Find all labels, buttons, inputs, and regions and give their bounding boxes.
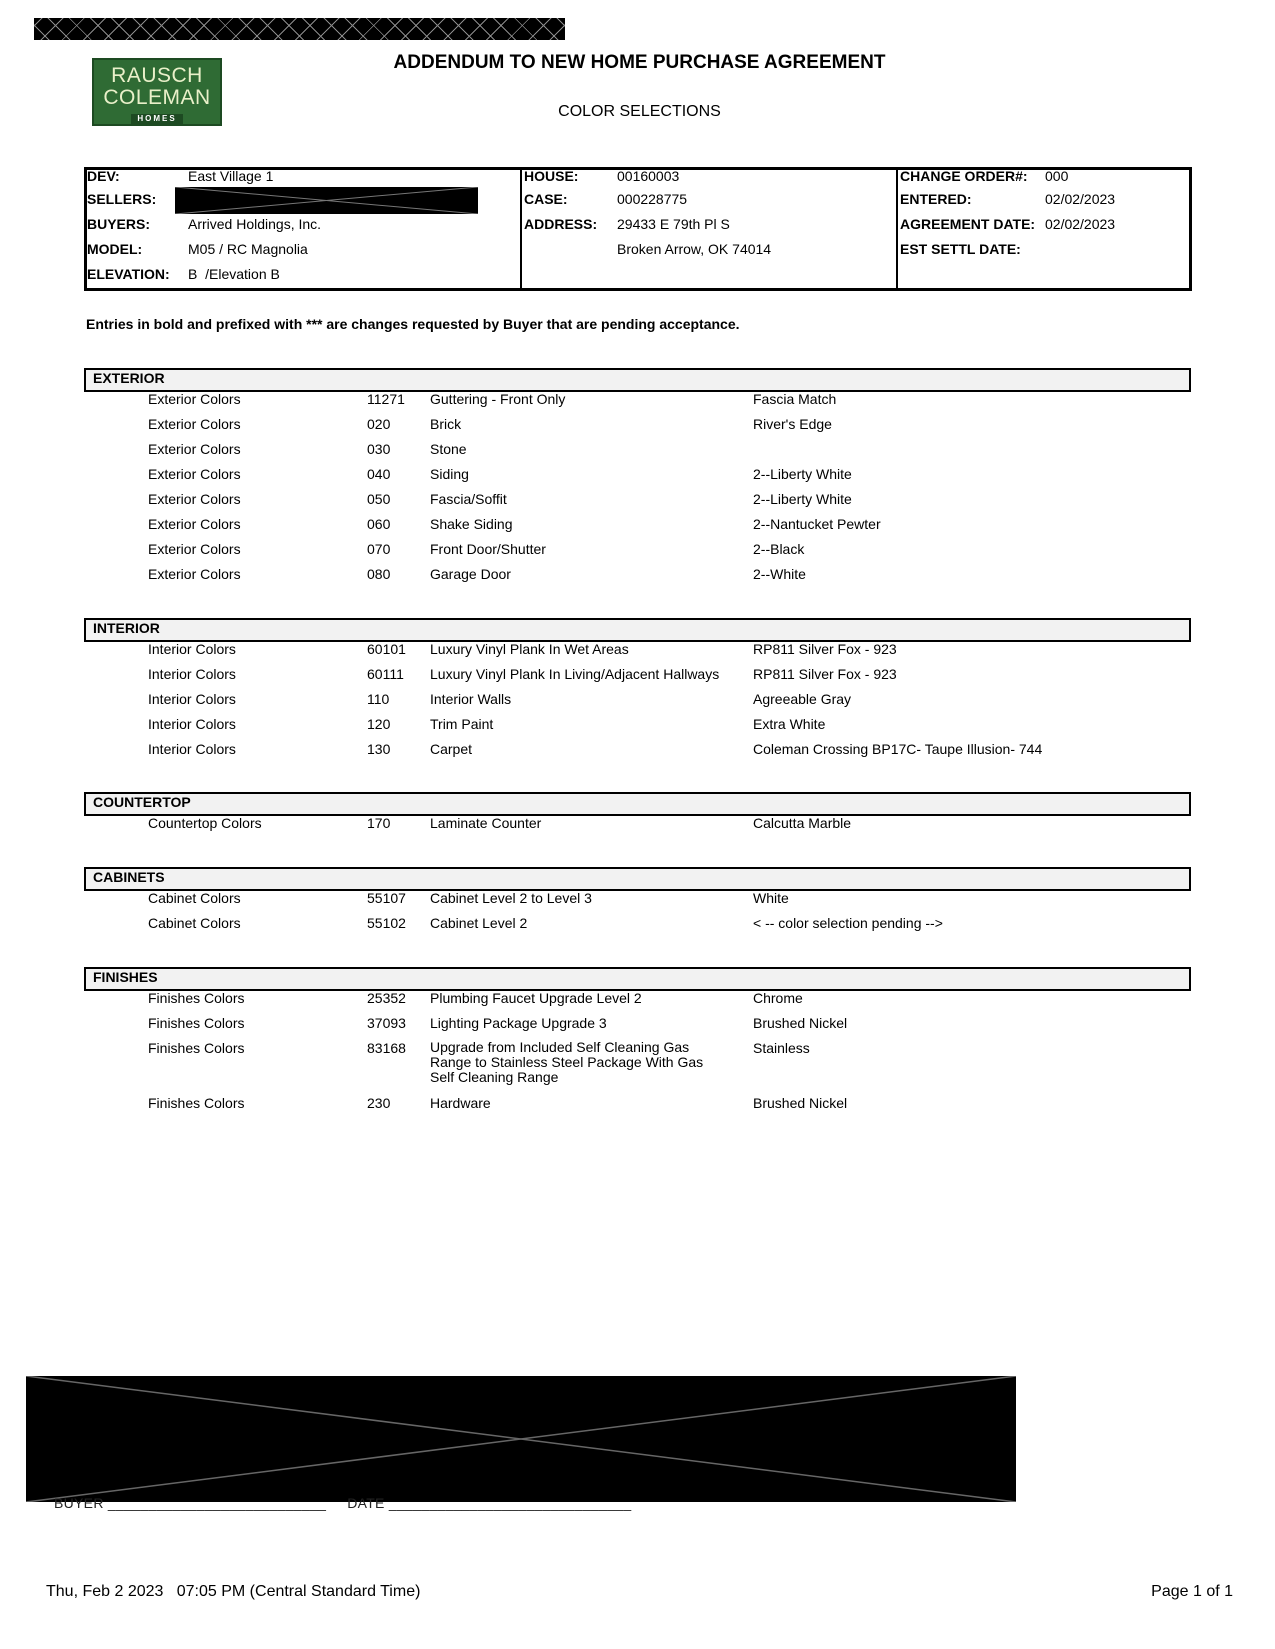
row-category: Exterior Colors — [148, 491, 241, 507]
logo-line-2: COLEMAN — [103, 86, 211, 109]
row-selection: 2--Liberty White — [753, 466, 852, 482]
section-title-finishes: FINISHES — [93, 969, 158, 985]
case-value: 000228775 — [617, 191, 688, 207]
row-item: Trim Paint — [430, 716, 494, 732]
agreement-date-label: AGREEMENT DATE: — [900, 216, 1036, 232]
row-item: Stone — [430, 441, 467, 457]
row-item: Front Door/Shutter — [430, 541, 546, 557]
section-header-finishes — [84, 967, 1191, 991]
row-code: 130 — [367, 741, 391, 757]
row-code: 020 — [367, 416, 391, 432]
row-selection: 2--Black — [753, 541, 805, 557]
row-category: Exterior Colors — [148, 391, 241, 407]
change-order-value: 000 — [1045, 168, 1069, 184]
case-label: CASE: — [524, 191, 568, 207]
row-selection: Brushed Nickel — [753, 1015, 848, 1031]
elevation-label: ELEVATION: — [87, 266, 170, 282]
entered-value: 02/02/2023 — [1045, 191, 1116, 207]
buyers-value: Arrived Holdings, Inc. — [188, 216, 322, 232]
elevation-value: B /Elevation B — [188, 266, 280, 282]
row-category: Exterior Colors — [148, 441, 241, 457]
document-subtitle: COLOR SELECTIONS — [558, 103, 721, 120]
row-code: 83168 — [367, 1040, 406, 1056]
row-code: 030 — [367, 441, 391, 457]
row-selection: Chrome — [753, 990, 803, 1006]
row-item: Luxury Vinyl Plank In Wet Areas — [430, 641, 629, 657]
section-title-cabinets: CABINETS — [93, 869, 165, 885]
model-label: MODEL: — [87, 241, 143, 257]
row-item: Plumbing Faucet Upgrade Level 2 — [430, 990, 642, 1006]
est-settl-date-label: EST SETTL DATE: — [900, 241, 1021, 257]
section-header-exterior — [84, 368, 1191, 392]
row-code: 60101 — [367, 641, 406, 657]
info-divider — [520, 167, 522, 291]
row-selection: Coleman Crossing BP17C- Taupe Illusion- 744 — [753, 741, 1043, 757]
row-category: Finishes Colors — [148, 990, 245, 1006]
row-selection: 2--White — [753, 566, 806, 582]
logo-line-1: RAUSCH — [111, 64, 203, 87]
row-selection: < -- color selection pending --> — [753, 915, 943, 931]
row-category: Interior Colors — [148, 691, 236, 707]
row-code: 55107 — [367, 890, 406, 906]
entered-label: ENTERED: — [900, 191, 972, 207]
section-title-exterior: EXTERIOR — [93, 370, 165, 386]
redaction-bar-top — [34, 18, 565, 40]
house-value: 00160003 — [617, 168, 680, 184]
change-order-label: CHANGE ORDER#: — [900, 168, 1028, 184]
row-selection: River's Edge — [753, 416, 832, 432]
row-category: Exterior Colors — [148, 416, 241, 432]
house-label: HOUSE: — [524, 168, 579, 184]
row-item: Siding — [430, 466, 469, 482]
agreement-date-value: 02/02/2023 — [1045, 216, 1116, 232]
row-item: Shake Siding — [430, 516, 513, 532]
footer-page-number: Page 1 of 1 — [1151, 1583, 1233, 1600]
row-category: Interior Colors — [148, 741, 236, 757]
address-line-2: Broken Arrow, OK 74014 — [617, 241, 772, 257]
row-category: Finishes Colors — [148, 1015, 245, 1031]
row-category: Countertop Colors — [148, 815, 262, 831]
row-item: Interior Walls — [430, 691, 512, 707]
row-code: 60111 — [367, 666, 404, 682]
row-selection: RP811 Silver Fox - 923 — [753, 641, 897, 657]
info-divider — [896, 167, 898, 291]
row-category: Exterior Colors — [148, 541, 241, 557]
row-selection: Agreeable Gray — [753, 691, 852, 707]
row-selection: Stainless — [753, 1040, 810, 1056]
row-category: Finishes Colors — [148, 1095, 245, 1111]
row-category: Cabinet Colors — [148, 915, 241, 931]
row-category: Exterior Colors — [148, 516, 241, 532]
footer-timestamp: Thu, Feb 2 2023 07:05 PM (Central Standard Time) — [46, 1583, 421, 1600]
row-code: 25352 — [367, 990, 406, 1006]
row-item: Cabinet Level 2 — [430, 915, 528, 931]
row-code: 050 — [367, 491, 391, 507]
row-item: Lighting Package Upgrade 3 — [430, 1015, 607, 1031]
model-value: M05 / RC Magnolia — [188, 241, 308, 257]
row-item: Upgrade from Included Self Cleaning Gas Range to Stainless Steel Package With Gas Self Cleaning Range — [430, 1039, 704, 1085]
row-selection: RP811 Silver Fox - 923 — [753, 666, 897, 682]
row-item: Garage Door — [430, 566, 511, 582]
row-selection: Fascia Match — [753, 391, 837, 407]
row-item: Hardware — [430, 1095, 491, 1111]
section-header-cabinets — [84, 867, 1191, 891]
sellers-label: SELLERS: — [87, 191, 157, 207]
row-item: Laminate Counter — [430, 815, 542, 831]
row-code: 55102 — [367, 915, 406, 931]
row-category: Exterior Colors — [148, 566, 241, 582]
section-header-countertop — [84, 792, 1191, 816]
row-code: 110 — [367, 691, 390, 707]
row-selection: 2--Nantucket Pewter — [753, 516, 881, 532]
row-item: Cabinet Level 2 to Level 3 — [430, 890, 592, 906]
row-category: Interior Colors — [148, 716, 236, 732]
address-label: ADDRESS: — [524, 216, 598, 232]
address-line-1: 29433 E 79th Pl S — [617, 216, 730, 232]
row-code: 120 — [367, 716, 391, 732]
redaction-block-bottom — [26, 1376, 1016, 1502]
row-category: Interior Colors — [148, 666, 236, 682]
row-code: 11271 — [367, 391, 405, 407]
row-category: Interior Colors — [148, 641, 236, 657]
row-category: Cabinet Colors — [148, 890, 241, 906]
row-code: 170 — [367, 815, 391, 831]
row-code: 230 — [367, 1095, 391, 1111]
document-title: ADDENDUM TO NEW HOME PURCHASE AGREEMENT — [393, 52, 886, 73]
row-item: Guttering - Front Only — [430, 391, 566, 407]
row-code: 080 — [367, 566, 391, 582]
row-category: Finishes Colors — [148, 1040, 245, 1056]
row-item: Fascia/Soffit — [430, 491, 507, 507]
section-header-interior — [84, 618, 1191, 642]
row-selection: White — [753, 890, 789, 906]
sellers-redaction — [175, 187, 478, 214]
section-title-interior: INTERIOR — [93, 620, 160, 636]
row-selection: Brushed Nickel — [753, 1095, 848, 1111]
row-category: Exterior Colors — [148, 466, 241, 482]
buyer-signature-line: BUYER ___________________________ DATE ______________________________ — [54, 1495, 632, 1511]
row-code: 060 — [367, 516, 391, 532]
redaction-cross — [26, 1376, 1016, 1502]
section-title-countertop: COUNTERTOP — [93, 794, 191, 810]
row-item: Brick — [430, 416, 462, 432]
row-code: 070 — [367, 541, 391, 557]
row-item: Luxury Vinyl Plank In Living/Adjacent Hallways — [430, 666, 720, 682]
row-code: 040 — [367, 466, 391, 482]
row-selection: Calcutta Marble — [753, 815, 852, 831]
dev-value: East Village 1 — [188, 168, 274, 184]
buyers-label: BUYERS: — [87, 216, 151, 232]
dev-label: DEV: — [87, 168, 120, 184]
logo-line-3: HOMES — [131, 114, 182, 124]
pending-changes-note: Entries in bold and prefixed with *** are changes requested by Buyer that are pending acceptance. — [86, 316, 740, 332]
row-code: 37093 — [367, 1015, 406, 1031]
row-item: Carpet — [430, 741, 473, 757]
row-selection: 2--Liberty White — [753, 491, 852, 507]
row-selection: Extra White — [753, 716, 826, 732]
